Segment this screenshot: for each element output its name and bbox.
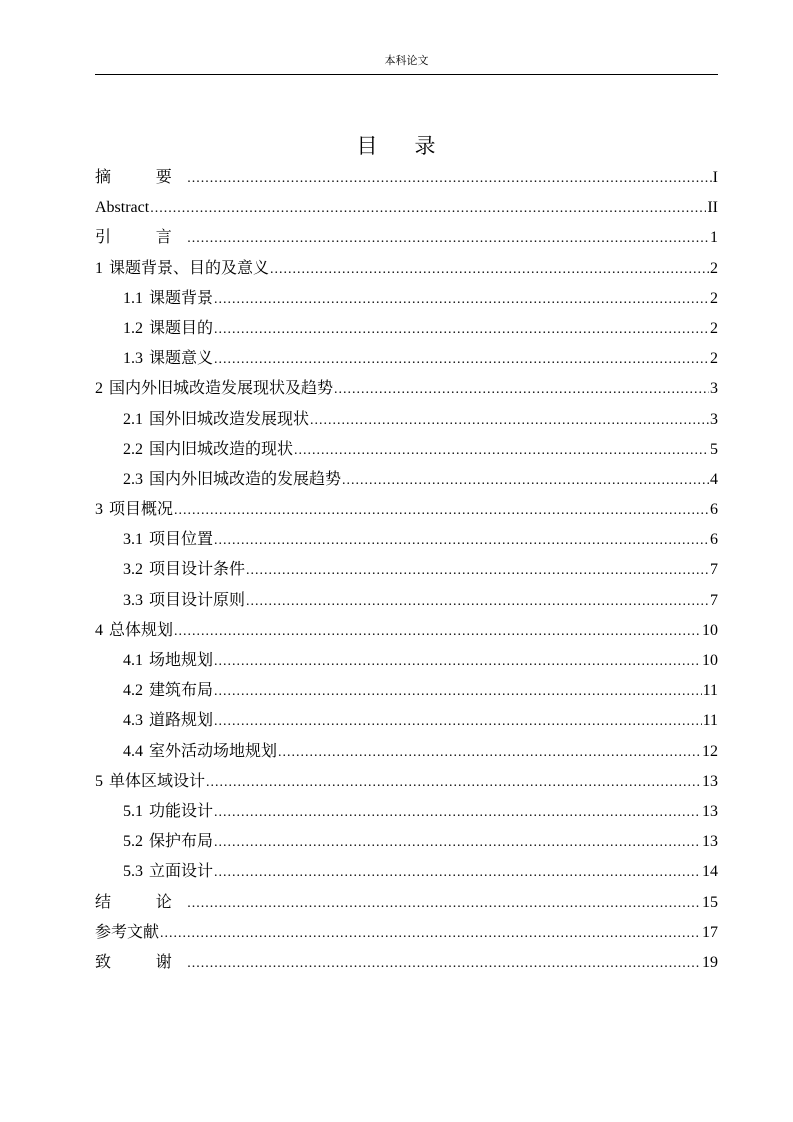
toc-entry-text: 课题背景 xyxy=(149,289,214,307)
toc-entry-label xyxy=(95,193,149,223)
toc-entry[interactable] xyxy=(95,555,718,585)
toc-entry-number: 4.4 xyxy=(123,742,143,760)
toc-entry-leader xyxy=(150,194,706,224)
toc-entry-label xyxy=(123,555,245,585)
toc-entry-text: 保护布局 xyxy=(149,833,214,851)
toc-entry-number: 3.2 xyxy=(123,561,143,579)
toc-entry[interactable] xyxy=(95,767,718,797)
toc-entry[interactable] xyxy=(95,254,718,284)
toc-entry-text: 国内旧城改造的现状 xyxy=(149,440,294,458)
toc-entry-leader xyxy=(206,768,701,798)
toc-entry-leader xyxy=(214,677,702,707)
toc-entry-number: 1.2 xyxy=(123,319,143,337)
toc-entry-number: 2.2 xyxy=(123,440,143,458)
toc-entry-text: 总体规划 xyxy=(109,621,174,639)
toc-entry[interactable] xyxy=(95,163,718,193)
toc-entry-label xyxy=(95,918,159,948)
toc-entry-text: 单体区域设计 xyxy=(109,772,206,790)
toc-entry-text: 致 谢 xyxy=(95,953,187,971)
toc-entry-text: 参考文献 xyxy=(95,923,160,941)
toc-entry-label xyxy=(123,797,213,827)
toc-entry-leader xyxy=(214,858,701,888)
toc-entry[interactable] xyxy=(95,797,718,827)
toc-entry-label xyxy=(123,737,277,767)
toc-entry-page: 10 xyxy=(702,621,718,639)
toc-entry[interactable] xyxy=(95,737,718,767)
toc-entry-label xyxy=(123,827,213,857)
toc-entry-text: 场地规划 xyxy=(149,652,214,669)
toc-entry-label xyxy=(95,254,269,284)
toc-entry-page: 3 xyxy=(710,380,718,398)
toc-entry[interactable] xyxy=(95,465,718,495)
toc-entry-label xyxy=(123,525,213,555)
toc-entry-text: 摘 要 xyxy=(95,169,187,186)
toc-entry[interactable] xyxy=(95,193,718,223)
header-text: 本科论文 xyxy=(384,55,429,67)
toc-entry[interactable] xyxy=(95,616,718,646)
toc-entry-page: 1 xyxy=(710,229,718,247)
toc-entry-number: 5.1 xyxy=(123,802,143,820)
toc-entry-page: 13 xyxy=(702,833,718,851)
toc-entry-label xyxy=(123,586,245,616)
toc-entry-number: 2.3 xyxy=(123,470,143,488)
toc-entry-text: 国内外旧城改造发展现状及趋势 xyxy=(109,380,334,398)
toc-entry-page: 19 xyxy=(702,953,718,971)
toc-entry-leader xyxy=(246,587,709,617)
toc-entry-leader xyxy=(174,496,709,526)
toc-entry-number: 4 xyxy=(95,621,103,639)
toc-entry-label xyxy=(95,948,186,978)
toc-entry-number: 5 xyxy=(95,772,103,790)
toc-entry-page: 2 xyxy=(710,319,718,337)
toc-entry-leader xyxy=(160,919,701,949)
toc-entry-text: 国内外旧城改造的发展趋势 xyxy=(149,470,342,488)
toc-entry[interactable] xyxy=(95,888,718,918)
toc-entry-leader xyxy=(214,798,701,828)
toc-entry-page: 11 xyxy=(702,712,718,730)
toc-entry[interactable] xyxy=(95,435,718,465)
toc-entry-label xyxy=(95,223,186,253)
toc-entry-label xyxy=(123,405,309,435)
toc-entry-number: 3.1 xyxy=(123,531,143,549)
toc-entry-leader xyxy=(187,224,709,254)
toc-title-char-2: 录 xyxy=(414,134,437,158)
toc-entry[interactable] xyxy=(95,918,718,948)
toc-entry-text: 项目概况 xyxy=(109,501,174,519)
toc-entry-text: 课题目的 xyxy=(149,319,214,337)
toc-entry[interactable] xyxy=(95,495,718,525)
toc-entry-leader xyxy=(246,556,709,586)
toc-entry-number: 4.1 xyxy=(123,652,143,669)
toc-entry-number: 4.3 xyxy=(123,712,143,730)
toc-entry[interactable] xyxy=(95,223,718,253)
toc-entry[interactable] xyxy=(95,827,718,857)
toc-entry[interactable] xyxy=(95,706,718,736)
toc-entry-leader xyxy=(310,406,709,436)
toc-entry-leader xyxy=(334,375,709,405)
toc-entry-leader xyxy=(214,647,701,677)
toc-entry[interactable] xyxy=(95,646,718,676)
toc-entry-leader xyxy=(214,707,702,737)
toc-entry[interactable] xyxy=(95,676,718,706)
toc-entry-leader xyxy=(294,436,709,466)
toc-entry[interactable] xyxy=(95,314,718,344)
toc-entry-label xyxy=(123,857,213,887)
toc-entry-label xyxy=(95,163,186,193)
toc-entry-number: 4.2 xyxy=(123,682,143,700)
toc-entry-leader xyxy=(187,889,701,919)
toc-title xyxy=(0,130,793,160)
toc-entry-page: I xyxy=(712,169,718,186)
toc-entry-label xyxy=(123,344,213,374)
toc-entry-leader xyxy=(342,466,709,496)
toc-entry[interactable] xyxy=(95,405,718,435)
toc-entry-number: 2 xyxy=(95,380,103,398)
toc-entry-page: 7 xyxy=(710,561,718,579)
toc-entry-page: 12 xyxy=(702,742,718,760)
toc-entry-number: 1 xyxy=(95,259,103,277)
toc-entry[interactable] xyxy=(95,525,718,555)
toc-entry-label xyxy=(95,495,173,525)
toc-entry-text: 课题背景、目的及意义 xyxy=(109,259,270,277)
toc-entry-label xyxy=(123,314,213,344)
toc-entry-number: 5.2 xyxy=(123,833,143,851)
toc-entry-page: 17 xyxy=(702,923,718,941)
toc-entry-label xyxy=(123,676,213,706)
toc-entry-leader xyxy=(214,315,709,345)
toc-entry-label xyxy=(95,616,173,646)
toc-entry-leader xyxy=(214,345,709,375)
toc-entry-page: 2 xyxy=(710,259,718,277)
toc-entry-text: 室外活动场地规划 xyxy=(149,742,278,760)
toc-entry[interactable] xyxy=(95,374,718,404)
toc-entry-label xyxy=(95,888,186,918)
toc-entry[interactable] xyxy=(95,586,718,616)
toc-entry-page: 2 xyxy=(710,289,718,307)
toc-entry-leader xyxy=(278,738,701,768)
toc-entry-text: 课题意义 xyxy=(149,350,214,368)
toc-entry[interactable] xyxy=(95,948,718,978)
toc-entry-label xyxy=(123,706,213,736)
toc-list xyxy=(95,163,718,978)
toc-entry-page: 6 xyxy=(710,531,718,549)
toc-entry-leader xyxy=(214,285,709,315)
toc-entry-page: 14 xyxy=(702,863,718,881)
toc-entry-text: 引 言 xyxy=(95,229,187,247)
toc-entry-leader xyxy=(214,828,701,858)
toc-entry-page: 2 xyxy=(710,350,718,368)
toc-entry-text: 国外旧城改造发展现状 xyxy=(149,410,310,428)
toc-entry-label xyxy=(95,374,333,404)
toc-entry-number: 1.1 xyxy=(123,289,143,307)
toc-entry[interactable] xyxy=(95,284,718,314)
page-header xyxy=(95,52,718,75)
toc-entry-page: 11 xyxy=(702,682,718,700)
toc-entry-leader xyxy=(174,617,701,647)
toc-entry-page: 7 xyxy=(710,591,718,609)
toc-entry-text: 立面设计 xyxy=(149,863,214,881)
toc-entry-leader xyxy=(187,164,711,194)
toc-entry-text: 项目设计原则 xyxy=(149,591,246,609)
toc-entry-text: 项目设计条件 xyxy=(149,561,246,579)
toc-entry-label xyxy=(123,465,341,495)
toc-entry[interactable] xyxy=(95,857,718,887)
toc-entry-page: 13 xyxy=(702,802,718,820)
toc-entry-page: 3 xyxy=(710,410,718,428)
toc-entry-page: 13 xyxy=(702,772,718,790)
toc-entry-number: 3 xyxy=(95,501,103,519)
toc-entry-label xyxy=(123,435,293,465)
toc-entry-text: 道路规划 xyxy=(149,712,214,730)
toc-entry-text: 项目位置 xyxy=(149,531,214,549)
toc-entry-leader xyxy=(214,526,709,556)
toc-entry-text: 结 论 xyxy=(95,893,187,911)
toc-entry-leader xyxy=(187,949,701,979)
toc-title-char-1: 目 xyxy=(356,134,379,158)
toc-entry-text: 建筑布局 xyxy=(149,682,214,700)
toc-entry-page: II xyxy=(707,199,718,217)
toc-entry-number: 2.1 xyxy=(123,410,143,428)
toc-entry-page: 10 xyxy=(702,652,718,669)
toc-entry-page: 4 xyxy=(710,470,718,488)
toc-entry-label xyxy=(95,767,205,797)
toc-entry-number: 5.3 xyxy=(123,863,143,881)
toc-entry-number: 3.3 xyxy=(123,591,143,609)
toc-entry-text: 功能设计 xyxy=(149,802,214,820)
toc-entry-page: 15 xyxy=(702,893,718,911)
toc-entry-leader xyxy=(270,255,709,285)
toc-entry[interactable] xyxy=(95,344,718,374)
toc-entry-page: 6 xyxy=(710,501,718,519)
toc-entry-number: 1.3 xyxy=(123,350,143,368)
toc-entry-label xyxy=(123,646,213,676)
toc-entry-label xyxy=(123,284,213,314)
toc-entry-text: Abstract xyxy=(95,199,150,217)
toc-entry-page: 5 xyxy=(710,440,718,458)
